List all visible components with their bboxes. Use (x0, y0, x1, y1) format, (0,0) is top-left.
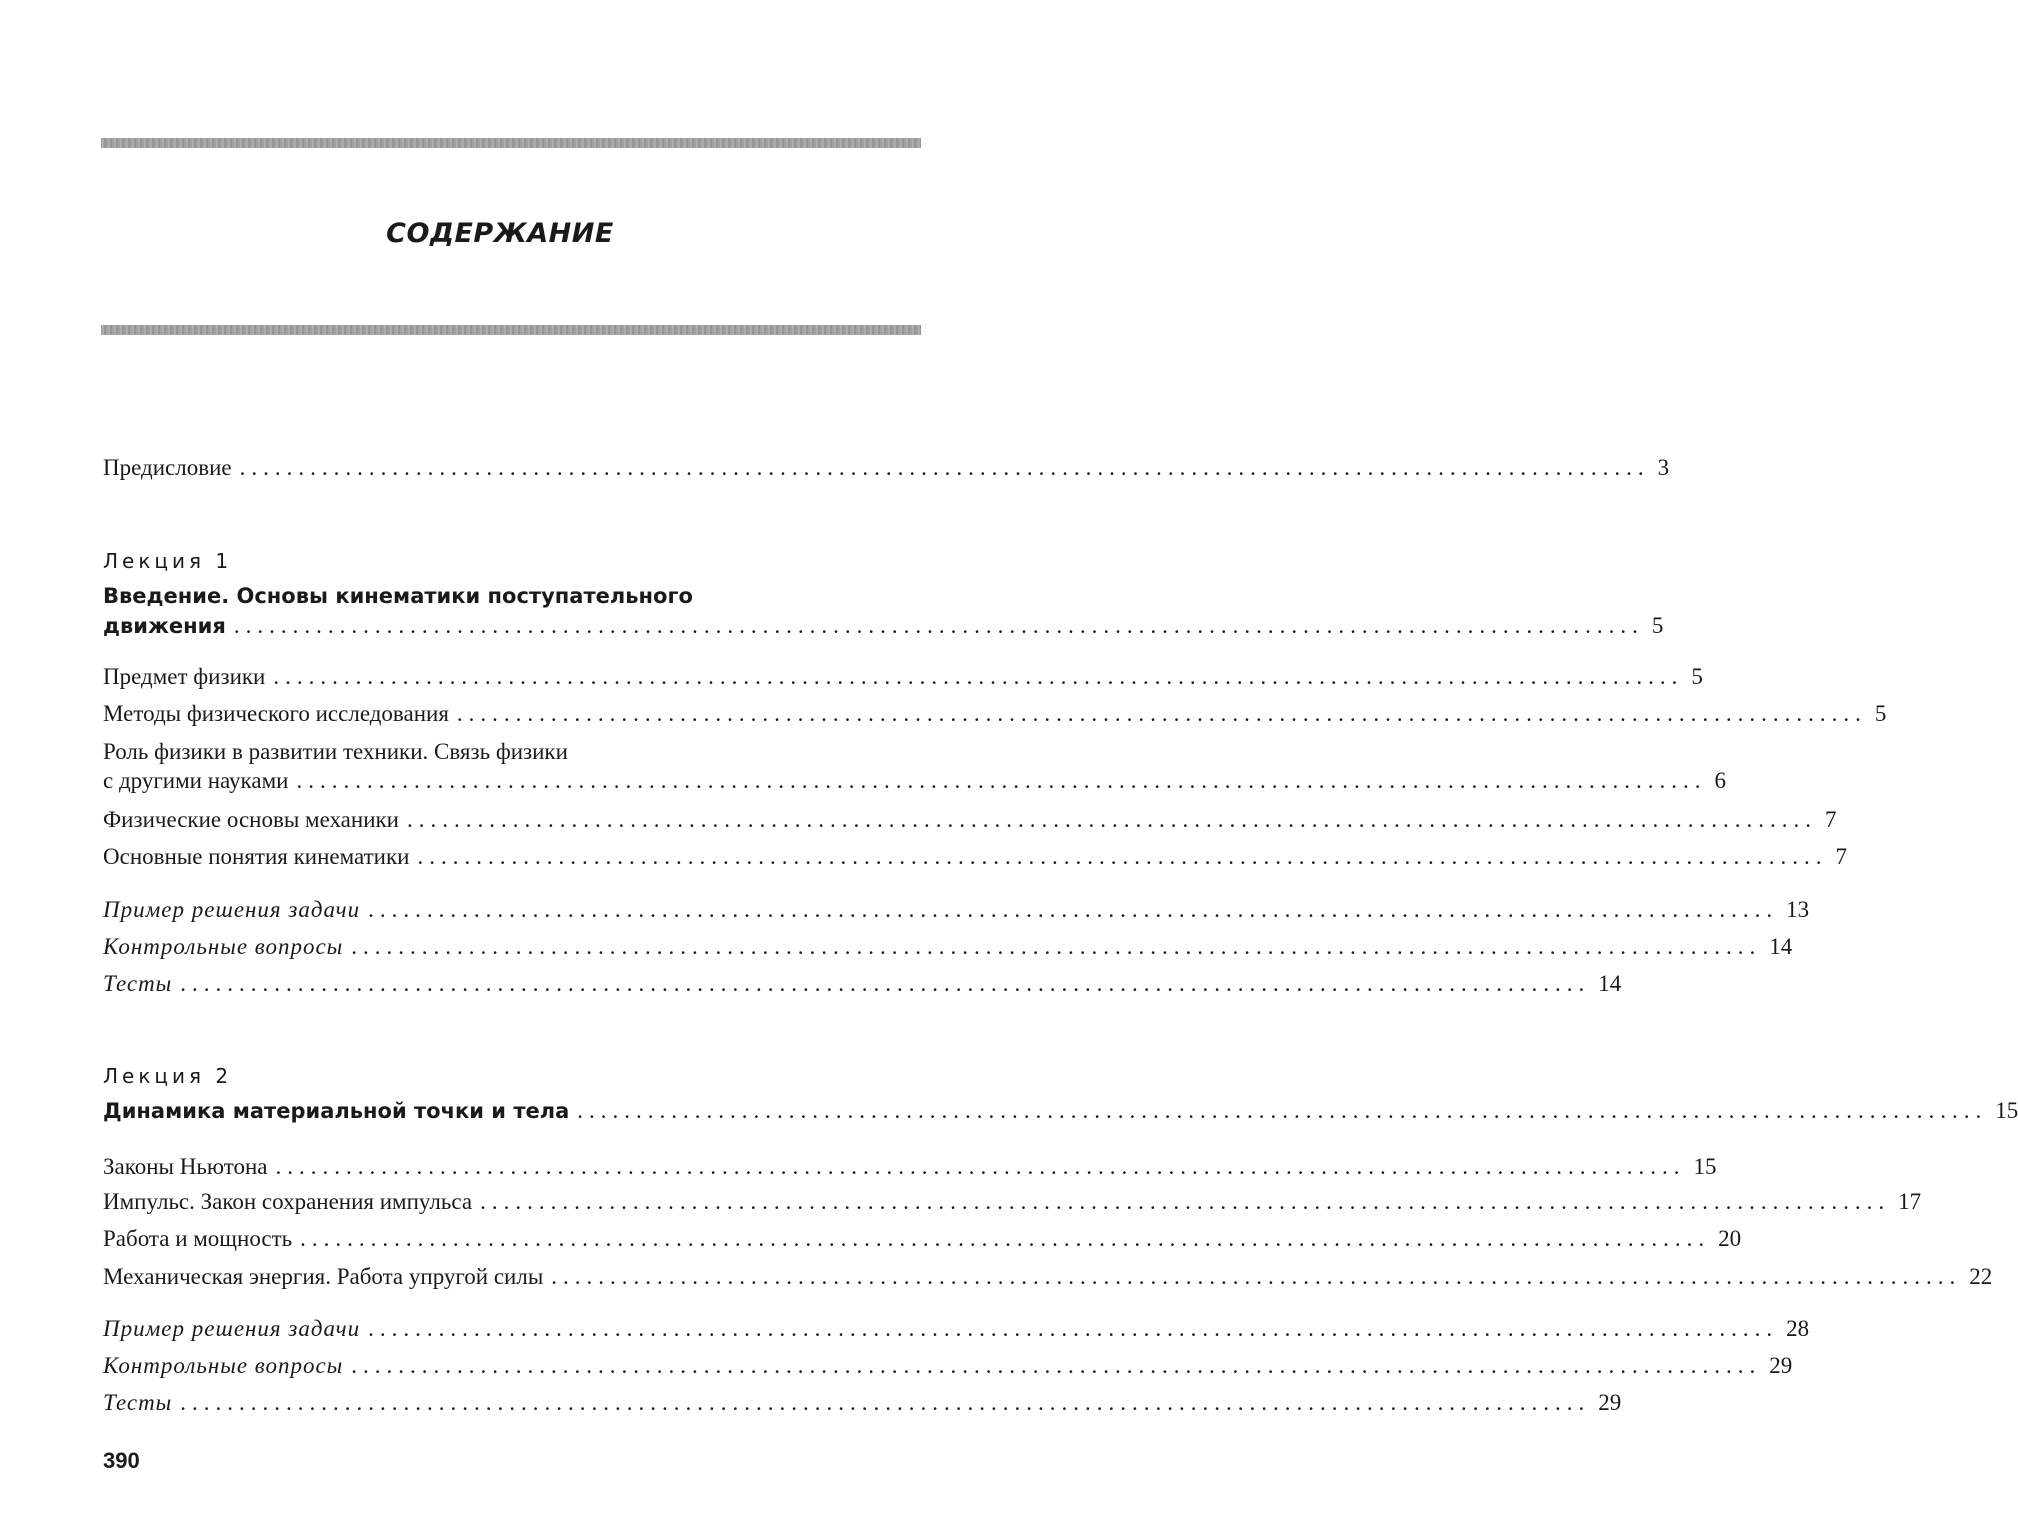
leader-dots: ........................................................................................................................ (180, 1390, 1591, 1415)
toc-entry-questions[interactable] (103, 1353, 1793, 1378)
entry-page: 5 (1874, 701, 1887, 726)
entry-label: движения (103, 614, 226, 638)
entry-label: Законы Ньютона (103, 1154, 268, 1179)
leader-dots: ........................................................................................................................ (551, 1264, 1962, 1289)
entry-label: Методы физического исследования (103, 701, 449, 726)
toc-entry-tests[interactable] (103, 1390, 1622, 1415)
leader-dots: ........................................................................................................................ (480, 1189, 1891, 1214)
entry-page: 15 (1693, 1154, 1717, 1179)
entry-page: 7 (1835, 844, 1847, 869)
entry-page: 13 (1786, 897, 1810, 922)
entry-label: Основные понятия кинематики (103, 844, 410, 869)
entry-page: 20 (1718, 1226, 1742, 1251)
leader-dots: ........................................................................................................................ (368, 897, 1779, 922)
leader-dots: ........................................................................................................................ (275, 1154, 1686, 1179)
entry-page: 5 (1651, 613, 1664, 638)
entry-label: Тесты (103, 971, 173, 996)
leader-dots: ........................................................................................................................ (456, 701, 1867, 726)
leader-dots: ........................................................................................................................ (239, 455, 1650, 480)
leader-dots: ........................................................................................................................ (233, 613, 1644, 638)
leader-dots: ........................................................................................................................ (351, 1353, 1762, 1378)
toc-entry-lecture-2-title[interactable] (103, 1098, 2018, 1123)
leader-dots: ........................................................................................................................ (417, 844, 1828, 869)
toc-entry-questions[interactable] (103, 934, 1793, 959)
toc-entry-lecture-1-title[interactable] (103, 613, 1664, 638)
entry-label: Предмет физики (103, 664, 266, 689)
entry-page: 7 (1825, 807, 1837, 832)
entry-label: Контрольные вопросы (103, 1353, 344, 1378)
lecture-2-heading: Лекция 2 (103, 1064, 233, 1088)
entry-page: 14 (1769, 934, 1793, 959)
leader-dots: ........................................................................................................................ (300, 1226, 1711, 1251)
entry-page: 29 (1769, 1353, 1793, 1378)
toc-entry[interactable] (103, 664, 1703, 689)
lecture-1-title-line1: Введение. Основы кинематики поступательного (103, 584, 693, 608)
toc-entry[interactable] (103, 1189, 1922, 1214)
bottom-divider (101, 325, 921, 335)
toc-entry-preface[interactable] (103, 455, 1670, 480)
page-number: 390 (103, 1448, 140, 1473)
toc-entry[interactable] (103, 844, 1847, 869)
page-title: СОДЕРЖАНИЕ (386, 218, 614, 249)
toc-entry[interactable] (103, 807, 1837, 832)
entry-page: 17 (1898, 1189, 1922, 1214)
entry-label: Тесты (103, 1390, 173, 1415)
toc-entry-line1: Роль физики в развитии техники. Связь физики (103, 739, 568, 764)
entry-page: 3 (1657, 455, 1670, 480)
entry-page: 29 (1598, 1390, 1622, 1415)
toc-entry[interactable] (103, 1264, 1993, 1289)
leader-dots: ........................................................................................................................ (273, 664, 1684, 689)
entry-label: Контрольные вопросы (103, 934, 344, 959)
entry-label: Предисловие (103, 455, 232, 480)
entry-label: Пример решения задачи (103, 897, 361, 922)
toc-entry[interactable] (103, 768, 1726, 793)
entry-page: 28 (1786, 1316, 1810, 1341)
leader-dots: ........................................................................................................................ (577, 1098, 1988, 1123)
entry-page: 6 (1714, 768, 1726, 793)
leader-dots: ........................................................................................................................ (368, 1316, 1779, 1341)
entry-label: Механическая энергия. Работа упругой силы (103, 1264, 544, 1289)
entry-label: Пример решения задачи (103, 1316, 361, 1341)
entry-label: Работа и мощность (103, 1226, 293, 1251)
entry-label: с другими науками (103, 768, 289, 793)
entry-label: Импульс. Закон сохранения импульса (103, 1189, 473, 1214)
entry-label: Физические основы механики (103, 807, 399, 832)
toc-entry[interactable] (103, 1154, 1717, 1179)
toc-entry-example[interactable] (103, 1316, 1810, 1341)
leader-dots: ........................................................................................................................ (296, 768, 1707, 793)
toc-entry[interactable] (103, 1226, 1742, 1251)
toc-entry-tests[interactable] (103, 971, 1622, 996)
entry-label: Динамика материальной точки и тела (103, 1099, 570, 1123)
toc-entry[interactable] (103, 701, 1887, 726)
entry-page: 15 (1995, 1098, 2018, 1123)
top-divider (101, 138, 921, 148)
toc-entry-example[interactable] (103, 897, 1810, 922)
entry-page: 14 (1598, 971, 1622, 996)
entry-page: 22 (1969, 1264, 1993, 1289)
leader-dots: ........................................................................................................................ (407, 807, 1817, 832)
leader-dots: ........................................................................................................................ (180, 971, 1591, 996)
leader-dots: ........................................................................................................................ (351, 934, 1762, 959)
entry-page: 5 (1691, 664, 1703, 689)
lecture-1-heading: Лекция 1 (103, 549, 233, 573)
